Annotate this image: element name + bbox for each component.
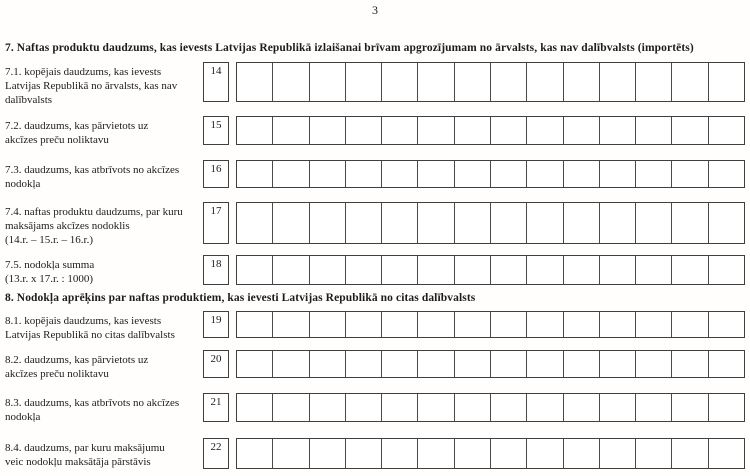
- grid-cell: [636, 203, 672, 243]
- grid-cell: [491, 439, 527, 468]
- grid-cell: [418, 203, 454, 243]
- grid-cell: [672, 203, 708, 243]
- label-line: akcīzes preču noliktavu: [5, 368, 109, 380]
- grid-cell: [491, 394, 527, 421]
- grid-cell: [491, 312, 527, 337]
- grid-cell: [310, 117, 346, 144]
- form-row-8-1: [0, 311, 750, 341]
- label-line: 8.1. kopējais daudzums, kas ievests: [5, 315, 162, 327]
- grid-cell: [636, 351, 672, 377]
- label-line: Latvijas Republikā no citas dalībvalsts: [5, 329, 175, 341]
- grid-cell: [237, 351, 273, 377]
- grid-cell: [636, 394, 672, 421]
- grid-cell: [237, 161, 273, 187]
- grid-cell: [382, 312, 418, 337]
- grid-cell: [237, 256, 273, 284]
- grid-cell: [491, 256, 527, 284]
- grid-cell: [418, 161, 454, 187]
- grid-cell: [273, 439, 309, 468]
- label-line: (13.r. x 17.r. : 1000): [5, 273, 93, 285]
- grid-cell: [455, 117, 491, 144]
- grid-cell: [709, 203, 744, 243]
- grid-cell: [600, 394, 636, 421]
- form-row-7-2: [0, 116, 750, 145]
- page-number: 3: [372, 3, 378, 17]
- grid-cell: [346, 439, 382, 468]
- form-row-8-3: [0, 393, 750, 422]
- grid-cell: [709, 117, 744, 144]
- grid-cell: [455, 161, 491, 187]
- grid-cell: [273, 256, 309, 284]
- grid-cell: [346, 117, 382, 144]
- grid-cell: [310, 256, 346, 284]
- row-number-box: 18: [203, 255, 229, 285]
- label-line: nodokļa: [5, 178, 41, 190]
- grid-cell: [564, 117, 600, 144]
- row-number-box: 21: [203, 393, 229, 422]
- form-row-8-4: [0, 438, 750, 469]
- grid-cell: [564, 439, 600, 468]
- grid-cell: [382, 256, 418, 284]
- grid-cell: [455, 394, 491, 421]
- grid-cell: [418, 117, 454, 144]
- grid-cell: [527, 312, 563, 337]
- grid-cell: [564, 63, 600, 101]
- grid-cell: [527, 256, 563, 284]
- label-line: 7.2. daudzums, kas pārvietots uz: [5, 120, 149, 132]
- grid-cell: [709, 439, 744, 468]
- entry-cell-grid: [236, 202, 745, 244]
- grid-cell: [600, 161, 636, 187]
- label-line: 8.2. daudzums, kas pārvietots uz: [5, 354, 149, 366]
- grid-cell: [709, 312, 744, 337]
- label-line: 8.3. daudzums, kas atbrīvots no akcīzes: [5, 397, 180, 409]
- grid-cell: [491, 351, 527, 377]
- grid-cell: [527, 117, 563, 144]
- grid-cell: [455, 63, 491, 101]
- grid-cell: [346, 394, 382, 421]
- form-row-7-1: [0, 62, 750, 106]
- grid-cell: [346, 312, 382, 337]
- grid-cell: [310, 63, 346, 101]
- section-7-title: 7. Naftas produktu daudzums, kas ievests Latvijas Republikā izlaišanai brīvam apgrozījumam no ārvalsts, kas nav dalībvalsts (importēts): [5, 42, 694, 54]
- grid-cell: [346, 256, 382, 284]
- row-label: [5, 396, 205, 424]
- grid-cell: [527, 439, 563, 468]
- grid-cell: [527, 203, 563, 243]
- grid-cell: [600, 439, 636, 468]
- grid-cell: [672, 63, 708, 101]
- grid-cell: [672, 312, 708, 337]
- grid-cell: [346, 203, 382, 243]
- entry-cell-grid: [236, 116, 745, 145]
- grid-cell: [527, 63, 563, 101]
- row-label: [5, 205, 205, 247]
- row-number-box: 19: [203, 311, 229, 338]
- label-line: 8.4. daudzums, par kuru maksājumu: [5, 442, 165, 454]
- form-row-8-2: [0, 350, 750, 378]
- entry-cell-grid: [236, 311, 745, 338]
- grid-cell: [636, 256, 672, 284]
- row-label: [5, 314, 205, 342]
- grid-cell: [672, 256, 708, 284]
- row-label: [5, 163, 205, 191]
- grid-cell: [310, 439, 346, 468]
- grid-cell: [527, 161, 563, 187]
- grid-cell: [672, 351, 708, 377]
- grid-cell: [455, 351, 491, 377]
- grid-cell: [273, 312, 309, 337]
- grid-cell: [418, 256, 454, 284]
- grid-cell: [636, 312, 672, 337]
- grid-cell: [491, 117, 527, 144]
- label-line: dalībvalsts: [5, 94, 53, 106]
- grid-cell: [455, 439, 491, 468]
- grid-cell: [455, 312, 491, 337]
- row-label: [5, 353, 205, 381]
- grid-cell: [382, 117, 418, 144]
- grid-cell: [564, 256, 600, 284]
- grid-cell: [273, 117, 309, 144]
- grid-cell: [636, 63, 672, 101]
- grid-cell: [382, 161, 418, 187]
- grid-cell: [600, 351, 636, 377]
- form-row-7-5: [0, 255, 750, 285]
- grid-cell: [600, 312, 636, 337]
- grid-cell: [491, 63, 527, 101]
- grid-cell: [455, 203, 491, 243]
- grid-cell: [346, 351, 382, 377]
- grid-cell: [636, 117, 672, 144]
- section-8-title: 8. Nodokļa aprēķins par naftas produktiem, kas ievesti Latvijas Republikā no citas dalībvalsts: [5, 292, 476, 304]
- grid-cell: [273, 351, 309, 377]
- grid-cell: [346, 161, 382, 187]
- grid-cell: [636, 439, 672, 468]
- grid-cell: [564, 312, 600, 337]
- label-line: Latvijas Republikā no ārvalsts, kas nav: [5, 80, 178, 92]
- grid-cell: [564, 351, 600, 377]
- row-number-box: 17: [203, 202, 229, 244]
- grid-cell: [672, 439, 708, 468]
- grid-cell: [382, 351, 418, 377]
- grid-cell: [310, 312, 346, 337]
- grid-cell: [672, 161, 708, 187]
- row-number-box: 15: [203, 116, 229, 145]
- grid-cell: [237, 203, 273, 243]
- label-line: 7.3. daudzums, kas atbrīvots no akcīzes: [5, 164, 180, 176]
- label-line: akcīzes preču noliktavu: [5, 134, 109, 146]
- grid-cell: [273, 394, 309, 421]
- grid-cell: [672, 394, 708, 421]
- grid-cell: [382, 63, 418, 101]
- form-row-7-4: [0, 202, 750, 244]
- row-number-box: 22: [203, 438, 229, 469]
- grid-cell: [709, 63, 744, 101]
- label-line: 7.1. kopējais daudzums, kas ievests: [5, 66, 162, 78]
- row-number-box: 20: [203, 350, 229, 378]
- label-line: (14.r. – 15.r. – 16.r.): [5, 234, 93, 246]
- row-number-box: 16: [203, 160, 229, 188]
- row-number-box: 14: [203, 62, 229, 102]
- grid-cell: [527, 351, 563, 377]
- grid-cell: [418, 394, 454, 421]
- grid-cell: [382, 203, 418, 243]
- row-label: [5, 119, 205, 147]
- grid-cell: [600, 117, 636, 144]
- entry-cell-grid: [236, 62, 745, 102]
- grid-cell: [310, 161, 346, 187]
- grid-cell: [346, 63, 382, 101]
- grid-cell: [237, 117, 273, 144]
- grid-cell: [310, 394, 346, 421]
- grid-cell: [600, 63, 636, 101]
- grid-cell: [636, 161, 672, 187]
- grid-cell: [273, 203, 309, 243]
- label-line: 7.5. nodokļa summa: [5, 259, 95, 271]
- grid-cell: [310, 351, 346, 377]
- label-line: 7.4. naftas produktu daudzums, par kuru: [5, 206, 183, 218]
- grid-cell: [709, 351, 744, 377]
- row-label: [5, 65, 205, 107]
- grid-cell: [382, 394, 418, 421]
- grid-cell: [491, 161, 527, 187]
- grid-cell: [237, 312, 273, 337]
- grid-cell: [273, 63, 309, 101]
- row-label: [5, 441, 205, 469]
- label-line: maksājams akcīzes nodoklis: [5, 220, 130, 232]
- grid-cell: [273, 161, 309, 187]
- grid-cell: [237, 439, 273, 468]
- grid-cell: [709, 394, 744, 421]
- grid-cell: [564, 394, 600, 421]
- grid-cell: [600, 203, 636, 243]
- grid-cell: [418, 439, 454, 468]
- label-line: veic nodokļu maksātāja pārstāvis: [5, 456, 151, 468]
- grid-cell: [709, 161, 744, 187]
- grid-cell: [418, 312, 454, 337]
- grid-cell: [491, 203, 527, 243]
- grid-cell: [564, 161, 600, 187]
- entry-cell-grid: [236, 255, 745, 285]
- grid-cell: [237, 63, 273, 101]
- grid-cell: [237, 394, 273, 421]
- entry-cell-grid: [236, 438, 745, 469]
- grid-cell: [418, 351, 454, 377]
- grid-cell: [564, 203, 600, 243]
- grid-cell: [709, 256, 744, 284]
- grid-cell: [672, 117, 708, 144]
- label-line: nodokļa: [5, 411, 41, 423]
- entry-cell-grid: [236, 393, 745, 422]
- entry-cell-grid: [236, 160, 745, 188]
- row-label: [5, 258, 205, 286]
- grid-cell: [310, 203, 346, 243]
- entry-cell-grid: [236, 350, 745, 378]
- grid-cell: [600, 256, 636, 284]
- form-row-7-3: [0, 160, 750, 188]
- grid-cell: [382, 439, 418, 468]
- grid-cell: [455, 256, 491, 284]
- grid-cell: [527, 394, 563, 421]
- grid-cell: [418, 63, 454, 101]
